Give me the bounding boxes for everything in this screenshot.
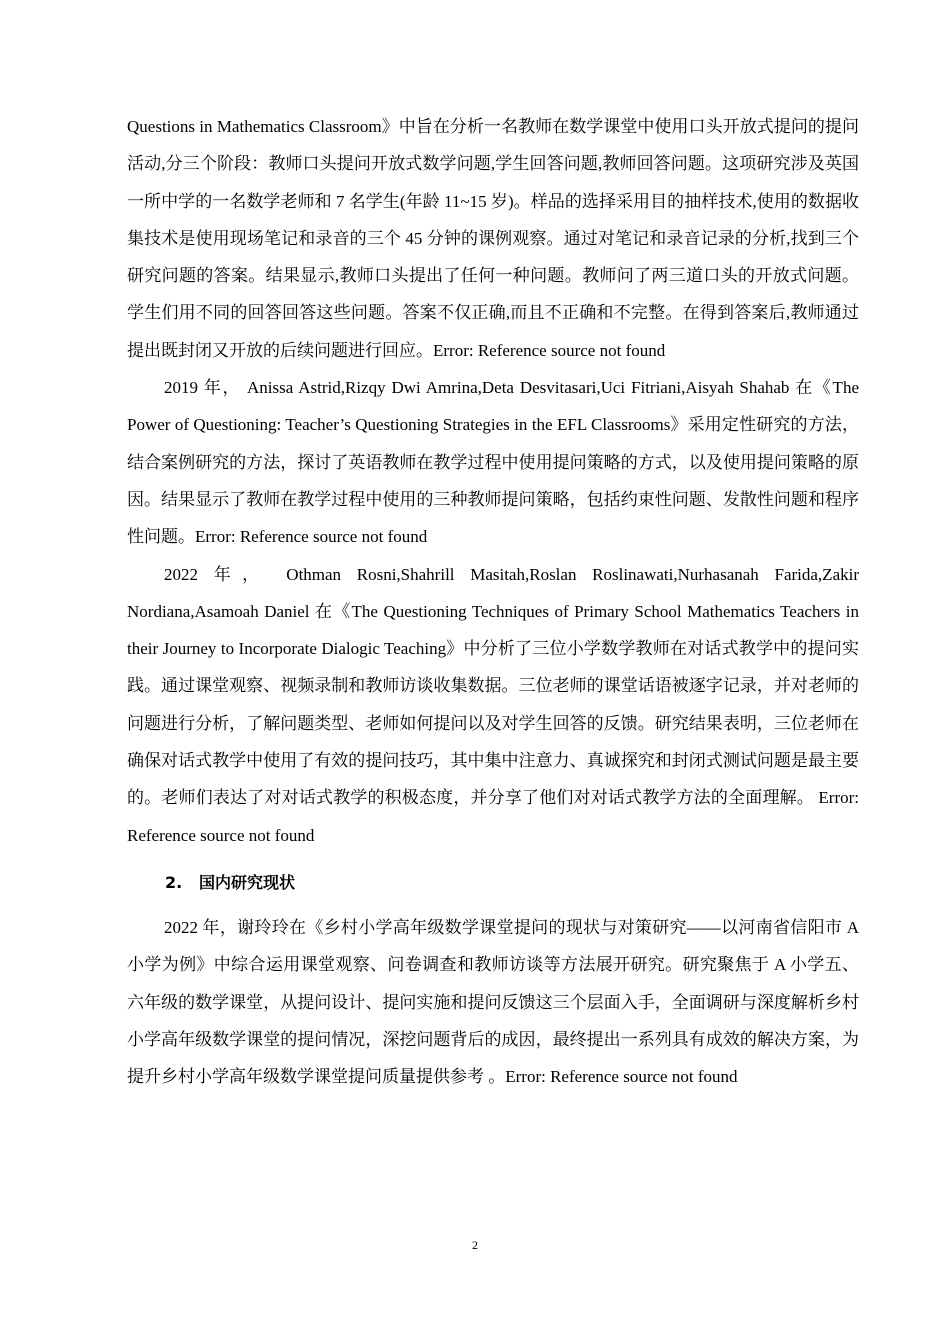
body-text bbox=[127, 108, 859, 1095]
paragraph-2: 2019 年， Anissa Astrid,Rizqy Dwi Amrina,Deta Desvitasari,Uci Fitriani,Aisyah Shahab 在《The Power of Questioning: Teacher’s Questioning Strategies in the EFL Classrooms》采用定性研究的方法，结合案例研究的方法，探讨了英语教师在教学过程中使用提问策略的方式，以及使用提问策略的原因。结果显示了教师在教学过程中使用的三种教师提问策略，包括约束性问题、发散性问题和程序性问题。Error: Reference source not found bbox=[127, 378, 859, 547]
paragraph-1: Questions in Mathematics Classroom》中旨在分析一名教师在数学课堂中使用口头开放式提问的提问活动,分三个阶段：教师口头提问开放式数学问题,学生回答问题,教师回答问题。这项研究涉及英国一所中学的一名数学老师和 7 名学生(年龄 11~15 岁)。样品的选择采用目的抽样技术,使用的数据收集技术是使用现场笔记和录音的三个 45 分钟的课例观察。通过对笔记和录音记录的分析,找到三个研究问题的答案。结果显示,教师口头提出了任何一种问题。教师问了两三道口头的开放式问题。学生们用不同的回答回答这些问题。答案不仅正确,而且不正确和不完整。在得到答案后,教师通过提出既封闭又开放的后续问题进行回应。Error: Reference source not found bbox=[127, 117, 859, 360]
section-heading bbox=[127, 864, 859, 901]
paragraph-4: 2022 年，谢玲玲在《乡村小学高年级数学课堂提问的现状与对策研究——以河南省信阳市 A 小学为例》中综合运用课堂观察、问卷调查和教师访谈等方法展开研究。研究聚焦于 A 小学五、六年级的数学课堂，从提问设计、提问实施和提问反馈这三个层面入手，全面调研与深度解析乡村小学高年级数学课堂的提问情况，深挖问题背后的成因，最终提出一系列具有成效的解决方案，为提升乡村小学高年级数学课堂提问质量提供参考 。Error: Reference source not found bbox=[127, 917, 859, 1087]
paragraph-3: 2022 年， Othman Rosni,Shahrill Masitah,Roslan Roslinawati,Nurhasanah Farida,Zakir Nordiana,Asamoah Daniel 在《The Questioning Techniques of Primary School Mathematics Teachers in their Journey to Incorporate Dialogic Teaching》中分析了三位小学数学教师在对话式教学中的提问实践。通过课堂观察、视频录制和教师访谈收集数据。三位老师的课堂话语被逐字记录，并对老师的问题进行分析，了解问题类型、老师如何提问以及对学生回答的反馈。研究结果表明，三位老师在确保对话式教学中使用了有效的提问技巧，其中集中注意力、真诚探究和封闭式测试问题是最主要的。老师们表达了对对话式教学的积极态度，并分享了他们对对话式教学方法的全面理解。 Error: Reference source not found bbox=[127, 564, 859, 845]
page-number: 2 bbox=[472, 1238, 478, 1252]
section-number: 2. bbox=[165, 872, 183, 892]
section-title: 国内研究现状 bbox=[199, 872, 296, 892]
